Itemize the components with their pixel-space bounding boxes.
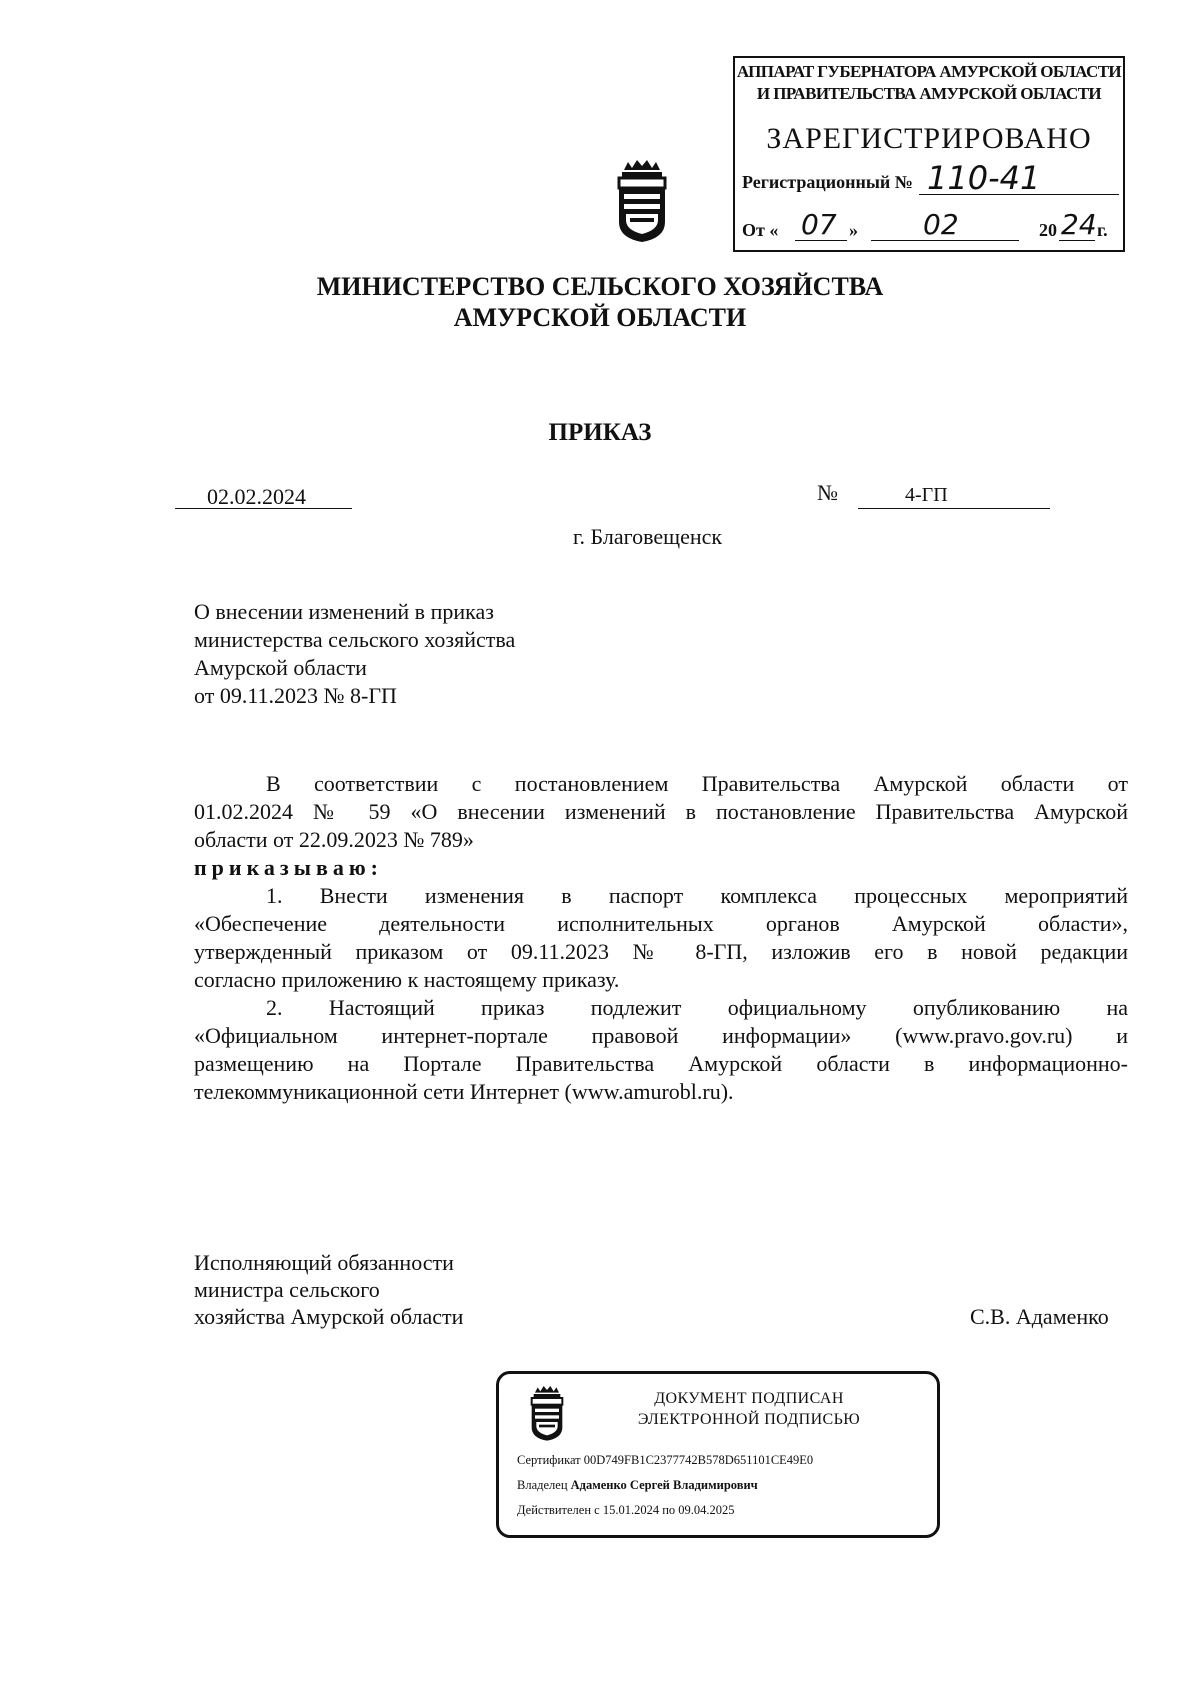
item1-line: 1. Внести изменения в паспорт комплекса процессных мероприятий bbox=[266, 883, 1128, 908]
stamp-reg-number-value: 110-41 bbox=[927, 159, 1041, 197]
coat-of-arms-icon bbox=[614, 160, 670, 244]
ministry-name-line2: АМУРСКОЙ ОБЛАСТИ bbox=[453, 303, 747, 332]
signatory-position: министра сельского bbox=[194, 1277, 380, 1302]
stamp-org-line2: И ПРАВИТЕЛЬСТВА АМУРСКОЙ ОБЛАСТИ bbox=[756, 84, 1102, 103]
stamp-date-day: 07 bbox=[801, 208, 837, 241]
coat-of-arms-icon bbox=[527, 1386, 567, 1442]
item1-line: «Обеспечение деятельности исполнительных органов Амурской области», bbox=[194, 911, 1128, 936]
signatory-position: хозяйства Амурской области bbox=[194, 1304, 464, 1329]
esign-title-line2: ЭЛЕКТРОННОЙ ПОДПИСЬЮ bbox=[637, 1411, 861, 1428]
item1-line: согласно приложению к настоящему приказу. bbox=[194, 967, 620, 992]
stamp-date-prefix: От « bbox=[742, 220, 779, 240]
preamble-line: 01.02.2024 № 59 «О внесении изменений в постановление Правительства Амурской bbox=[194, 799, 1128, 824]
item2-line: размещению на Портале Правительства Амурской области в информационно- bbox=[194, 1051, 1128, 1076]
esign-validity-mid: по bbox=[662, 1503, 676, 1517]
stamp-reg-number-label: Регистрационный № bbox=[742, 172, 913, 192]
esign-certificate-label: Сертификат bbox=[517, 1453, 581, 1467]
stamp-registered: ЗАРЕГИСТРИРОВАНО bbox=[766, 122, 1092, 155]
subject-line: от 09.11.2023 № 8-ГП bbox=[194, 683, 397, 708]
order-word: приказываю: bbox=[194, 855, 383, 880]
stamp-date-month: 02 bbox=[923, 208, 959, 241]
order-number: 4-ГП bbox=[905, 484, 948, 506]
ministry-name-line1: МИНИСТЕРСТВО СЕЛЬСКОГО ХОЗЯЙСТВА bbox=[316, 272, 884, 301]
order-city: г. Благовещенск bbox=[573, 524, 723, 549]
subject-line: министерства сельского хозяйства bbox=[194, 627, 516, 652]
esign-owner-label: Владелец bbox=[517, 1478, 568, 1492]
stamp-date-year-suffix: 24 bbox=[1061, 208, 1097, 241]
order-number-label: № bbox=[817, 480, 838, 505]
stamp-org-line1: АППАРАТ ГУБЕРНАТОРА АМУРСКОЙ ОБЛАСТИ bbox=[736, 62, 1122, 81]
esign-validity bbox=[517, 1503, 735, 1518]
signatory-position: Исполняющий обязанности bbox=[194, 1250, 454, 1275]
item1-line: утвержденный приказом от 09.11.2023 № 8-ГП, изложив его в новой редакции bbox=[194, 939, 1128, 964]
stamp-date-mid: » bbox=[849, 220, 858, 240]
esign-owner bbox=[517, 1478, 758, 1493]
signatory-name: С.В. Адаменко bbox=[970, 1304, 1109, 1329]
esign-title-line1: ДОКУМЕНТ ПОДПИСАН bbox=[654, 1390, 844, 1407]
esign-valid-to: 09.04.2025 bbox=[678, 1503, 735, 1517]
subject-line: О внесении изменений в приказ bbox=[194, 599, 494, 624]
preamble-line: области от 22.09.2023 № 789» bbox=[194, 827, 474, 852]
order-date: 02.02.2024 bbox=[207, 484, 306, 509]
esign-owner-value: Адаменко Сергей Владимирович bbox=[570, 1478, 758, 1492]
e-signature-stamp bbox=[496, 1371, 940, 1538]
subject-line: Амурской области bbox=[194, 655, 367, 680]
stamp-date-year-prefix: 20 bbox=[1039, 220, 1057, 240]
esign-validity-label: Действителен с bbox=[517, 1503, 600, 1517]
document-type: ПРИКАЗ bbox=[548, 419, 652, 446]
stamp-date-year-unit: г. bbox=[1097, 220, 1108, 240]
item2-line: телекоммуникационной сети Интернет (www.amurobl.ru). bbox=[194, 1079, 734, 1104]
esign-certificate bbox=[517, 1453, 813, 1468]
item2-line: 2. Настоящий приказ подлежит официальному опубликованию на bbox=[266, 995, 1128, 1020]
item2-line: «Официальном интернет-портале правовой информации» (www.pravo.gov.ru) и bbox=[194, 1023, 1128, 1048]
esign-certificate-value: 00D749FB1C2377742B578D651101CE49E0 bbox=[583, 1453, 814, 1467]
registration-stamp bbox=[733, 56, 1125, 252]
preamble-line: В соответствии с постановлением Правительства Амурской области от bbox=[266, 771, 1128, 796]
esign-valid-from: 15.01.2024 bbox=[602, 1503, 660, 1517]
